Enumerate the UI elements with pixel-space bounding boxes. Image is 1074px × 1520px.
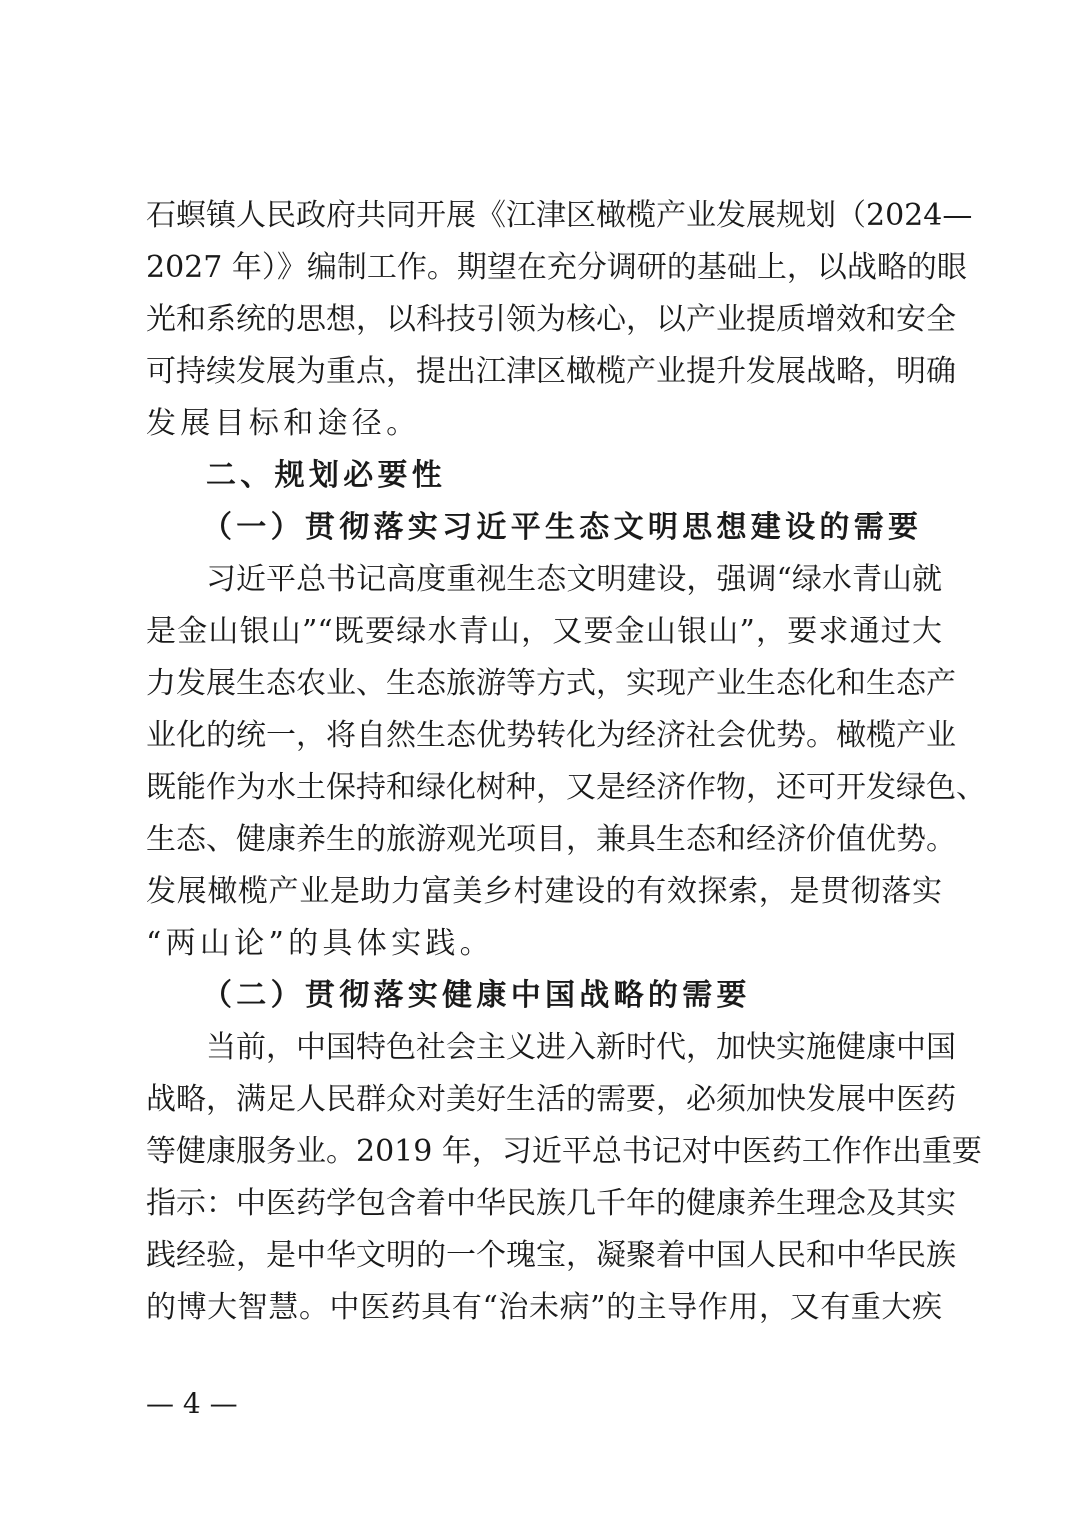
text-line: 可持续发展为重点，提出江津区橄榄产业提升发展战略，明确 (146, 354, 956, 389)
text-line: 光和系统的思想，以科技引领为核心，以产业提质增效和安全 (146, 302, 956, 337)
text-line: 指示：中医药学包含着中华民族几千年的健康养生理念及其实 (146, 1186, 956, 1221)
text-line: 业化的统一，将自然生态优势转化为经济社会优势。橄榄产业 (146, 718, 956, 753)
text-line: 的博大智慧。中医药具有“治未病”的主导作用，又有重大疾 (146, 1290, 942, 1325)
subsection-heading: （二）贯彻落实健康中国战略的需要 (202, 978, 751, 1013)
text-line: 发展目标和途径。 (146, 406, 421, 441)
paragraph-health (146, 1022, 982, 1334)
paragraph-ecology (146, 554, 986, 970)
paragraph-intro (146, 190, 973, 450)
subsection-heading: （一）贯彻落实习近平生态文明思想建设的需要 (202, 510, 923, 545)
text-line: 力发展生态农业、生态旅游等方式，实现产业生态化和生态产 (146, 666, 956, 701)
text-line: 战略，满足人民群众对美好生活的需要，必须加快发展中医药 (146, 1082, 956, 1117)
text-line: 既能作为水土保持和绿化树种，又是经济作物，还可开发绿色、 (146, 770, 986, 805)
text-line: 石螟镇人民政府共同开展《江津区橄榄产业发展规划（2024— (146, 198, 973, 233)
section-heading: 二、规划必要性 (206, 458, 447, 493)
text-line: 发展橄榄产业是助力富美乡村建设的有效探索，是贯彻落实 (146, 874, 942, 909)
text-line: 是金山银山”“既要绿水青山，又要金山银山”，要求通过大 (146, 614, 942, 649)
text-line: “两山论”的具体实践。 (146, 926, 494, 961)
text-line: 等健康服务业。2019 年，习近平总书记对中医药工作作出重要 (146, 1134, 982, 1169)
text-line: 2027 年）》编制工作。期望在充分调研的基础上，以战略的眼 (146, 250, 967, 285)
text-line: 践经验，是中华文明的一个瑰宝，凝聚着中国人民和中华民族 (146, 1238, 956, 1273)
text-line: 当前，中国特色社会主义进入新时代，加快实施健康中国 (206, 1030, 956, 1065)
page-number: — 4 — (146, 1387, 238, 1420)
text-line: 生态、健康养生的旅游观光项目，兼具生态和经济价值优势。 (146, 822, 956, 857)
document-body (146, 190, 986, 1334)
text-line: 习近平总书记高度重视生态文明建设，强调“绿水青山就 (206, 562, 942, 597)
